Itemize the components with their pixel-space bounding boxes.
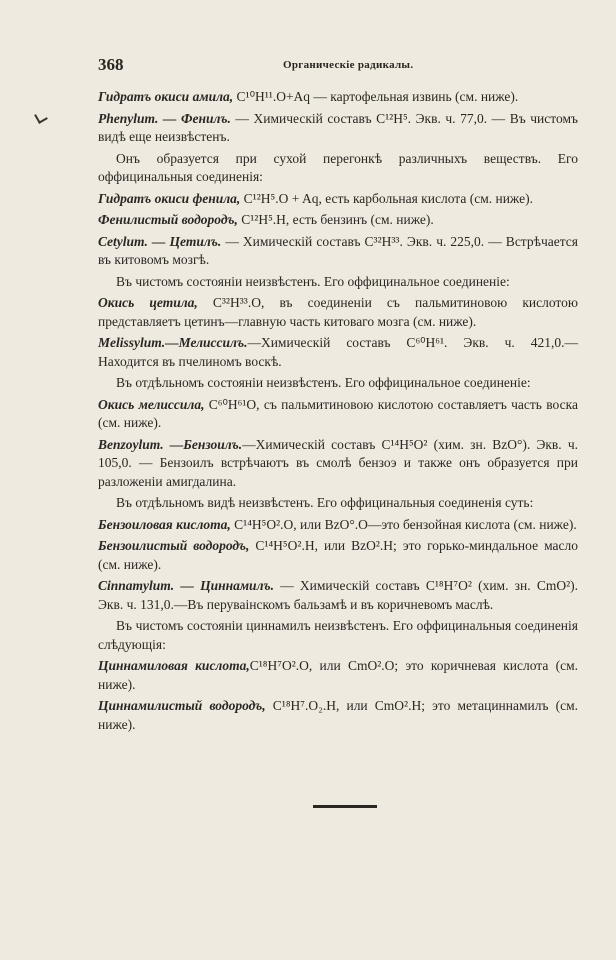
entry-text: — Химическій составъ C¹⁸H⁷O² (хим. зн. CmO²). Экв. ч. 131,0.—Въ перуваінскомъ бальзамѣ и въ коричневомъ маслѣ. [98, 578, 578, 612]
entry-text: —Химическій составъ C¹⁴H⁵O² (хим. зн. BzO°). Экв. ч. 105,0. — Бензоилъ встрѣчаютъ въ смолѣ бензоэ и также онъ образуется при разложеніи амигдалина. [98, 436, 578, 489]
margin-mark [34, 110, 48, 124]
entry-term: Benzoylum. —Бензоилъ. [98, 436, 243, 452]
paragraph [98, 516, 578, 535]
paragraph [98, 150, 578, 187]
paragraph [98, 110, 578, 147]
paragraph [98, 233, 578, 270]
entry-term: Melissylum.—Мелиссилъ. [98, 335, 248, 350]
entry-text: C¹⁴H⁵O².O, или BzO°.O—это бензойная кислота (см. ниже). [230, 516, 577, 532]
entry-term: Cetylum. — Цетилъ. [98, 233, 222, 249]
paragraph [98, 436, 578, 492]
paragraph [98, 617, 578, 654]
paragraph [98, 88, 578, 107]
entry-term: Гидратъ окиси амила, [98, 89, 234, 104]
entry-term: Бензоиловая кислота, [98, 516, 231, 532]
paragraph [98, 334, 578, 371]
entry-term: Phenylum. — Фенилъ. [98, 110, 231, 126]
entry-text: Въ отдѣльномъ состояніи неизвѣстенъ. Его оффицинальное соединеніе: [116, 375, 531, 390]
entry-term: Циннамиловая кислота, [98, 658, 250, 673]
body-text [98, 88, 578, 737]
entry-text: —Химическій составъ C⁶⁰H⁶¹. Экв. ч. 421,0.— Находится въ пчелиномъ воскѣ. [98, 335, 578, 369]
running-head: Органическіе радикалы. [283, 59, 414, 71]
entry-text: Въ чистомъ состояніи циннамилъ неизвѣстенъ. Его оффицинальныя соединенія слѣдующія: [98, 618, 578, 652]
paragraph [98, 273, 578, 292]
entry-text: C¹²H⁵.O + Aq, есть карбольная кислота (см. ниже). [240, 190, 533, 206]
entry-text: C¹⁸H⁷O².O, или CmO².O; это коричневая кислота (см. ниже). [98, 658, 578, 692]
entry-term: Фенилистый водородъ, [98, 212, 238, 227]
entry-term: Окись мелиссила, [98, 396, 205, 412]
entry-text: Въ чистомъ состояніи неизвѣстенъ. Его оффицинальное соединеніе: [116, 273, 510, 289]
entry-term: Бензоилистый водородъ, [98, 538, 250, 553]
paragraph [98, 211, 578, 230]
entry-term: Cinnamylum. — Циннамилъ. [98, 578, 274, 593]
entry-term: Циннамилистый водородъ, [98, 698, 266, 713]
paragraph [98, 294, 578, 331]
paragraph [98, 374, 578, 393]
paragraph [98, 537, 578, 574]
paragraph [98, 577, 578, 614]
entry-text: C¹⁰H¹¹.O+Aq — картофельная извинь (см. ниже). [233, 89, 519, 104]
entry-text: C⁶⁰H⁶¹O, съ пальмитиновою кислотою составляетъ часть воска (см. ниже). [98, 396, 578, 430]
entry-text: C¹⁴H⁵O².H, или BzO².H; это горько-миндальное масло (см. ниже). [98, 538, 578, 572]
paragraph [98, 697, 578, 734]
paragraph [98, 396, 578, 433]
entry-text: Въ отдѣльномъ видѣ неизвѣстенъ. Его оффицинальныя соединенія суть: [116, 495, 534, 510]
entry-text: C³²H³³.O, въ соединеніи съ пальмитиновою кислотою представляетъ цетинъ—главную часть китоваго мозга (см. ниже). [98, 295, 578, 329]
entry-text: Онъ образуется при сухой перегонкѣ различныхъ веществъ. Его оффицинальныя соединенія: [98, 150, 578, 184]
paragraph [98, 190, 578, 209]
page-header [98, 55, 576, 77]
end-rule [313, 805, 377, 808]
entry-term: Окись цетила, [98, 295, 198, 310]
entry-text: C¹²H⁵.H, есть бензинъ (см. ниже). [237, 212, 434, 227]
entry-term: Гидратъ окиси фенила, [98, 190, 241, 206]
paragraph [98, 494, 578, 513]
entry-text: — Химическій составъ C³²H³³. Экв. ч. 225,0. — Встрѣчается въ китовомъ мозгѣ. [98, 233, 578, 267]
page-number: 368 [98, 55, 124, 74]
paragraph [98, 657, 578, 694]
entry-text: C¹⁸H⁷.O₂.H, или CmO².H; это метациннамилъ (см. ниже). [98, 698, 579, 732]
entry-text: — Химическій составъ C¹²H⁵. Экв. ч. 77,0. — Въ чистомъ видѣ еще неизвѣстенъ. [98, 110, 578, 144]
